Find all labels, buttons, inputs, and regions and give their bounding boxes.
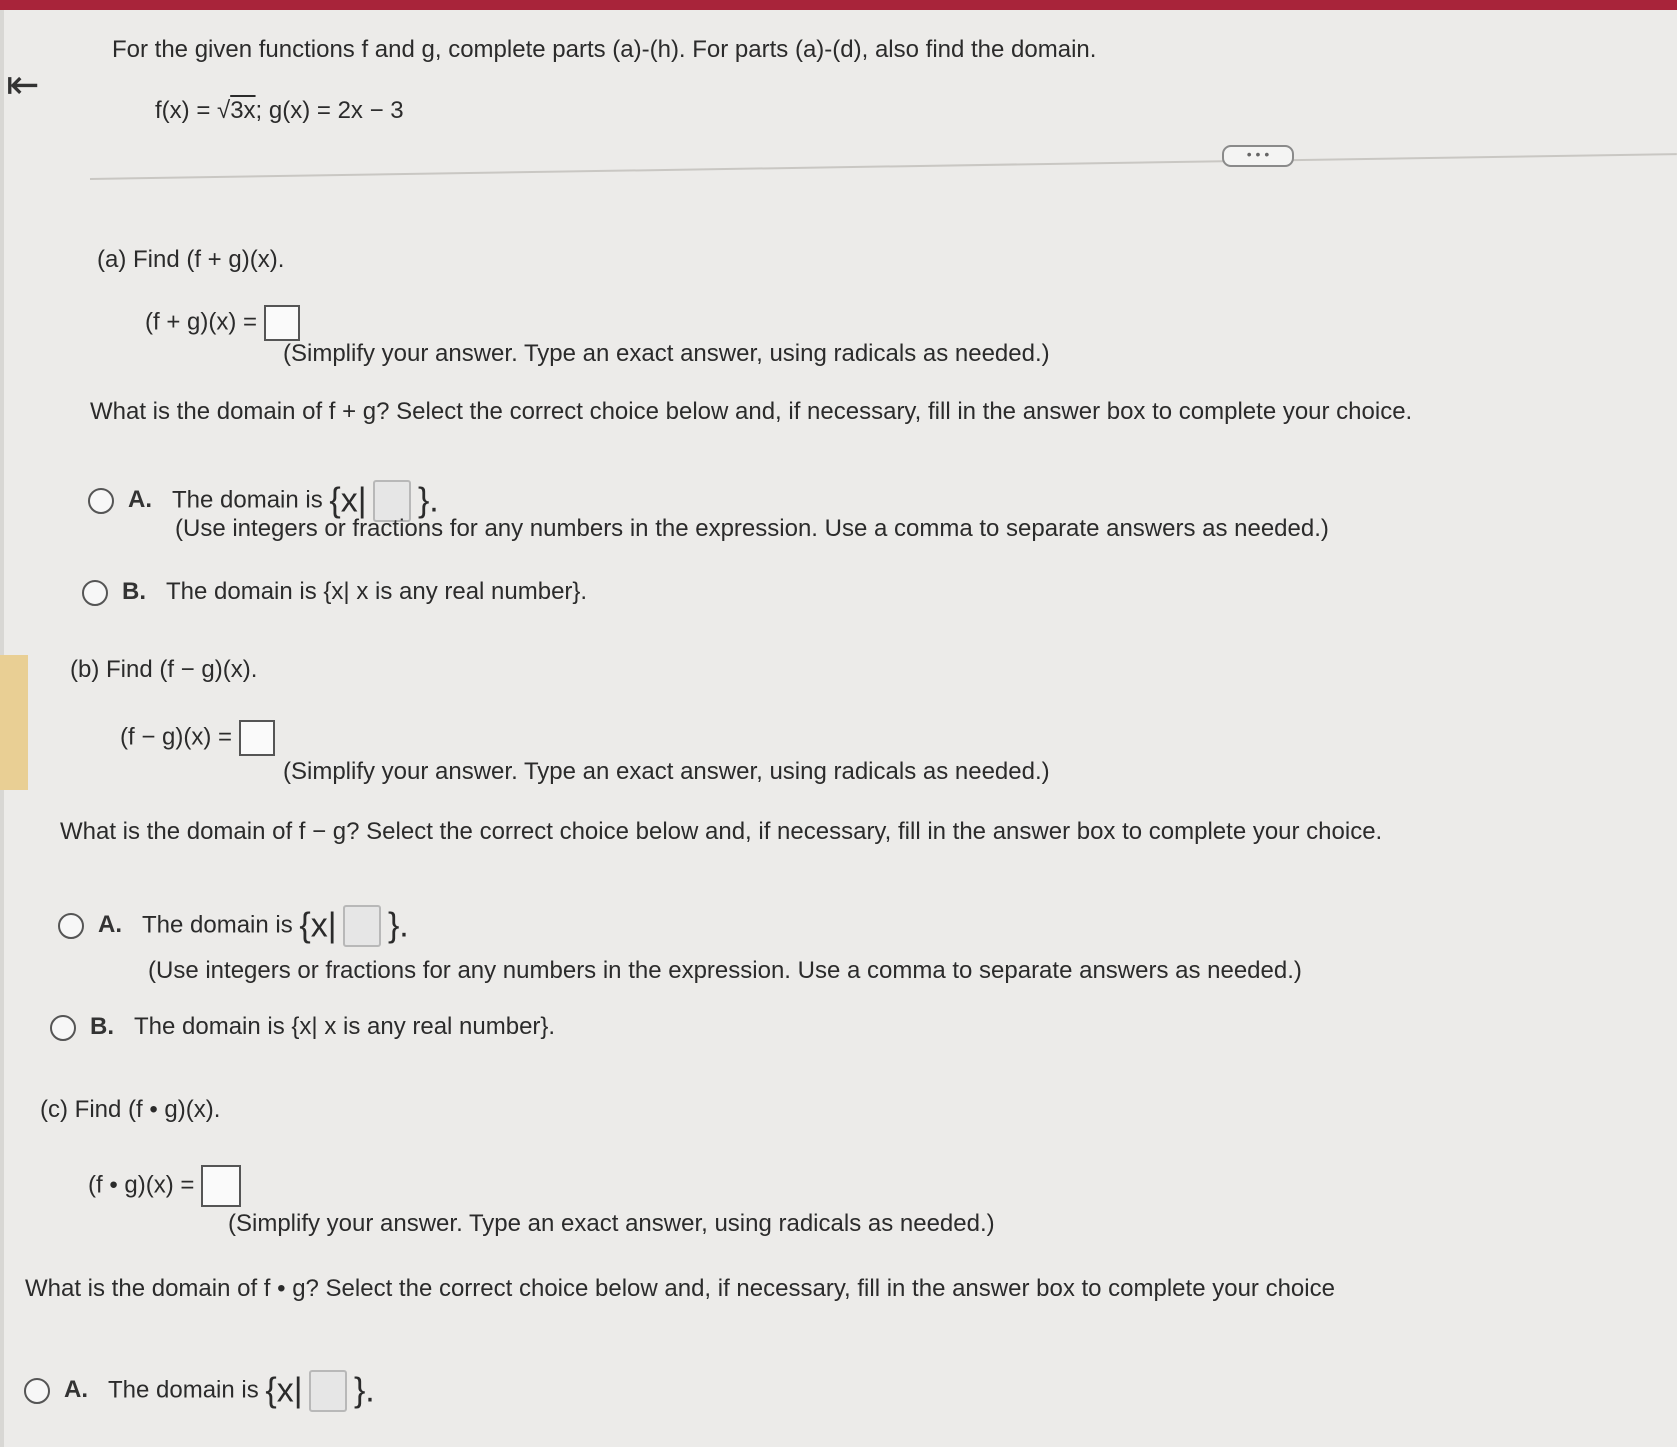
part-c-choice-a-radio[interactable] [24, 1378, 50, 1404]
part-b-choice-b-text: The domain is {x| x is any real number}. [134, 1013, 556, 1040]
part-b-choice-a-radio[interactable] [58, 913, 84, 939]
part-a-choice-a-hint: (Use integers or fractions for any numbers in the expression. Use a comma to separate answers as needed.) [175, 515, 1329, 542]
part-c-expression [88, 1165, 241, 1207]
part-b-expression [120, 720, 275, 756]
part-a-set-open: {x| [329, 481, 367, 520]
part-b-choice-b[interactable] [50, 1013, 555, 1041]
part-b-hint: (Simplify your answer. Type an exact answer, using radicals as needed.) [283, 758, 1050, 785]
part-a-choice-a-radio[interactable] [88, 488, 114, 514]
part-c-expr-label: (f • g)(x) = [88, 1171, 195, 1199]
part-a-answer-box[interactable] [264, 305, 300, 341]
part-a-expr-label: (f + g)(x) = [145, 308, 258, 336]
part-a-title: (a) Find (f + g)(x). [97, 246, 285, 273]
f-definition: f(x) = [155, 97, 218, 124]
part-b-choice-a-text: The domain is [142, 911, 293, 939]
part-a-choice-a-text: The domain is [172, 486, 323, 514]
part-b-answer-box[interactable] [239, 720, 275, 756]
radical-sign: √ [217, 97, 231, 124]
side-highlight-tab [0, 655, 28, 790]
part-b-choice-b-radio[interactable] [50, 1015, 76, 1041]
part-a-choice-b[interactable] [82, 578, 587, 606]
back-arrow-icon[interactable]: ⇤ [6, 63, 40, 107]
part-c-hint: (Simplify your answer. Type an exact answer, using radicals as needed.) [228, 1210, 995, 1237]
part-b-set-close: }. [387, 906, 409, 945]
more-button[interactable]: • • • [1222, 145, 1294, 167]
part-b-choice-a-letter: A. [98, 911, 122, 939]
part-c-choice-a[interactable] [24, 1370, 375, 1412]
part-c-choice-a-text: The domain is [108, 1376, 259, 1404]
part-b-domain-box[interactable] [343, 905, 381, 947]
part-a-set-close: }. [417, 481, 439, 520]
part-a-choice-a-letter: A. [128, 486, 152, 514]
part-b-choice-b-letter: B. [90, 1013, 114, 1040]
part-b-choice-a-hint: (Use integers or fractions for any numbers in the expression. Use a comma to separate answers as needed.) [148, 957, 1302, 984]
function-definitions [155, 97, 404, 125]
part-a-domain-question: What is the domain of f + g? Select the correct choice below and, if necessary, fill in the answer box to complete your choice. [90, 398, 1413, 425]
part-b-expr-label: (f − g)(x) = [120, 723, 233, 751]
instruction-text: For the given functions f and g, complete parts (a)-(h). For parts (a)-(d), also find the domain. [112, 36, 1097, 63]
top-accent-bar [0, 0, 1677, 10]
part-a-choice-b-radio[interactable] [82, 580, 108, 606]
part-a-choice-b-text: The domain is {x| x is any real number}. [166, 578, 588, 605]
f-radicand: 3x [230, 97, 256, 124]
part-c-set-open: {x| [265, 1371, 303, 1410]
part-a-expression [145, 305, 300, 341]
g-definition: ; g(x) = 2x − 3 [255, 97, 404, 124]
part-c-set-close: }. [353, 1371, 375, 1410]
part-c-domain-question: What is the domain of f • g? Select the correct choice below and, if necessary, fill in the answer box to complete your choice [25, 1275, 1335, 1302]
divider-line [90, 153, 1677, 180]
part-c-title: (c) Find (f • g)(x). [40, 1096, 221, 1123]
part-a-hint: (Simplify your answer. Type an exact answer, using radicals as needed.) [283, 340, 1050, 367]
part-b-choice-a[interactable] [58, 905, 409, 947]
part-b-set-open: {x| [299, 906, 337, 945]
part-b-title: (b) Find (f − g)(x). [70, 656, 258, 683]
part-b-domain-question: What is the domain of f − g? Select the correct choice below and, if necessary, fill in the answer box to complete your choice. [60, 818, 1383, 845]
part-c-choice-a-letter: A. [64, 1376, 88, 1404]
part-a-choice-b-letter: B. [122, 578, 146, 605]
part-c-answer-box[interactable] [201, 1165, 241, 1207]
part-c-domain-box[interactable] [309, 1370, 347, 1412]
